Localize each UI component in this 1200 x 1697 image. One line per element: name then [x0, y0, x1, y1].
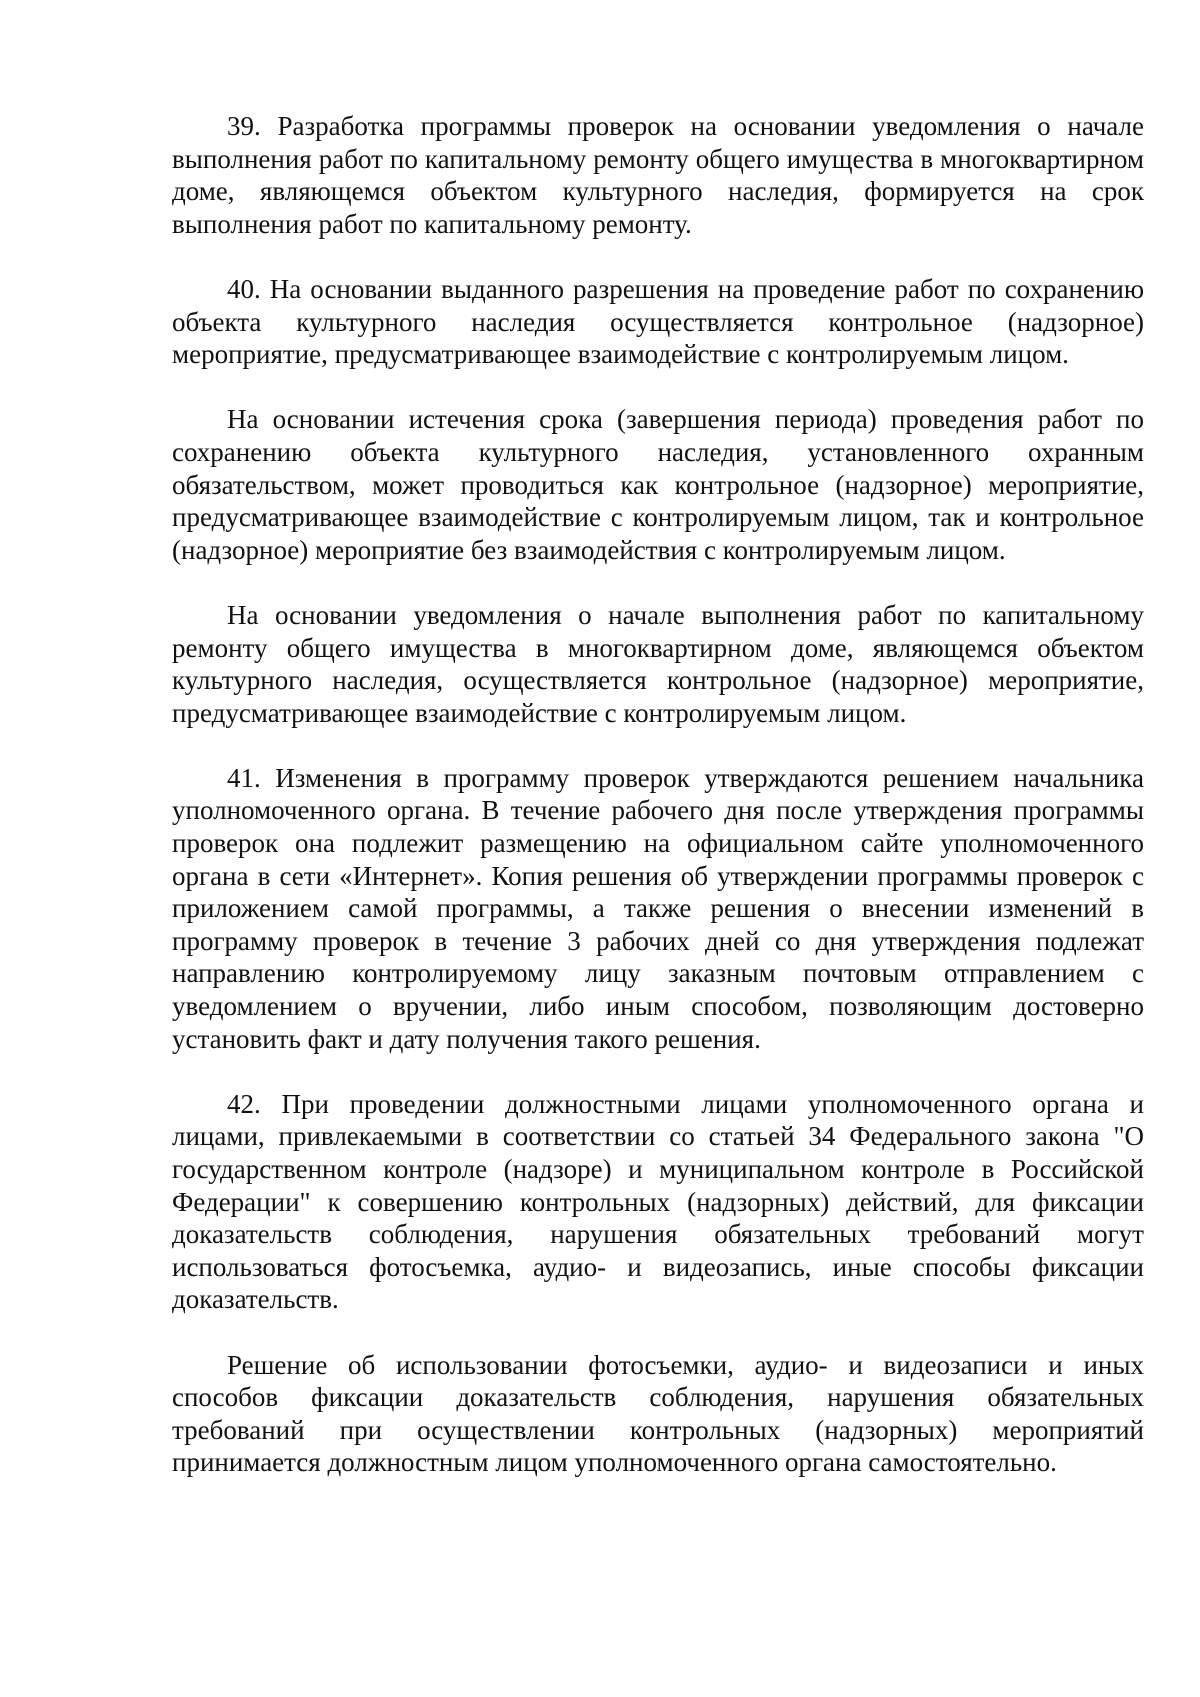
document-body: [172, 110, 1144, 1479]
paragraph-40-expiry: На основании истечения срока (завершения периода) проведения работ по сохранению объекта культурного наследия, установленного охранным обязательством, может проводиться как контрольное (надзорное) мероприятие, предусматривающее взаимодействие с контролируемым лицом, так и контрольное (надзорное) мероприятие без взаимодействия с контролируемым лицом.: [172, 404, 1144, 565]
paragraph-42-decision: Решение об использовании фотосъемки, аудио- и видеозаписи и иных способов фиксации доказательств соблюдения, нарушения обязательных требований при осуществлении контрольных (надзорных) мероприятий принимается должностным лицом уполномоченного органа самостоятельно.: [172, 1349, 1144, 1478]
paragraph-41: 41. Изменения в программу проверок утверждаются решением начальника уполномоченного органа. В течение рабочего дня после утверждения программы проверок она подлежит размещению на официальном сайте уполномоченного органа в сети «Интернет». Копия решения об утверждении программы проверок с приложением самой программы, а также решения о внесении изменений в программу проверок в течение 3 рабочих дней со дня утверждения подлежат направлению контролируемому лицу заказным почтовым отправлением с уведомлением о вручении, либо иным способом, позволяющим достоверно установить факт и дату получения такого решения.: [172, 762, 1144, 1054]
paragraph-42: 42. При проведении должностными лицами уполномоченного органа и лицами, привлекаемыми в соответствии со статьей 34 Федерального закона "О государственном контроле (надзоре) и муниципальном контроле в Российской Федерации" к совершению контрольных (надзорных) действий, для фиксации доказательств соблюдения, нарушения обязательных требований могут использоваться фотосъемка, аудио- и видеозапись, иные способы фиксации доказательств.: [172, 1088, 1144, 1315]
paragraph-40: 40. На основании выданного разрешения на проведение работ по сохранению объекта культурного наследия осуществляется контрольное (надзорное) мероприятие, предусматривающее взаимодействие с контролируемым лицом.: [172, 273, 1144, 370]
paragraph-39: 39. Разработка программы проверок на основании уведомления о начале выполнения работ по капитальному ремонту общего имущества в многоквартирном доме, являющемся объектом культурного наследия, формируется на срок выполнения работ по капитальному ремонту.: [172, 111, 1144, 239]
paragraph-40-notification: На основании уведомления о начале выполнения работ по капитальному ремонту общего имущества в многоквартирном доме, являющемся объектом культурного наследия, осуществляется контрольное (надзорное) мероприятие, предусматривающее взаимодействие с контролируемым лицом.: [172, 599, 1144, 728]
